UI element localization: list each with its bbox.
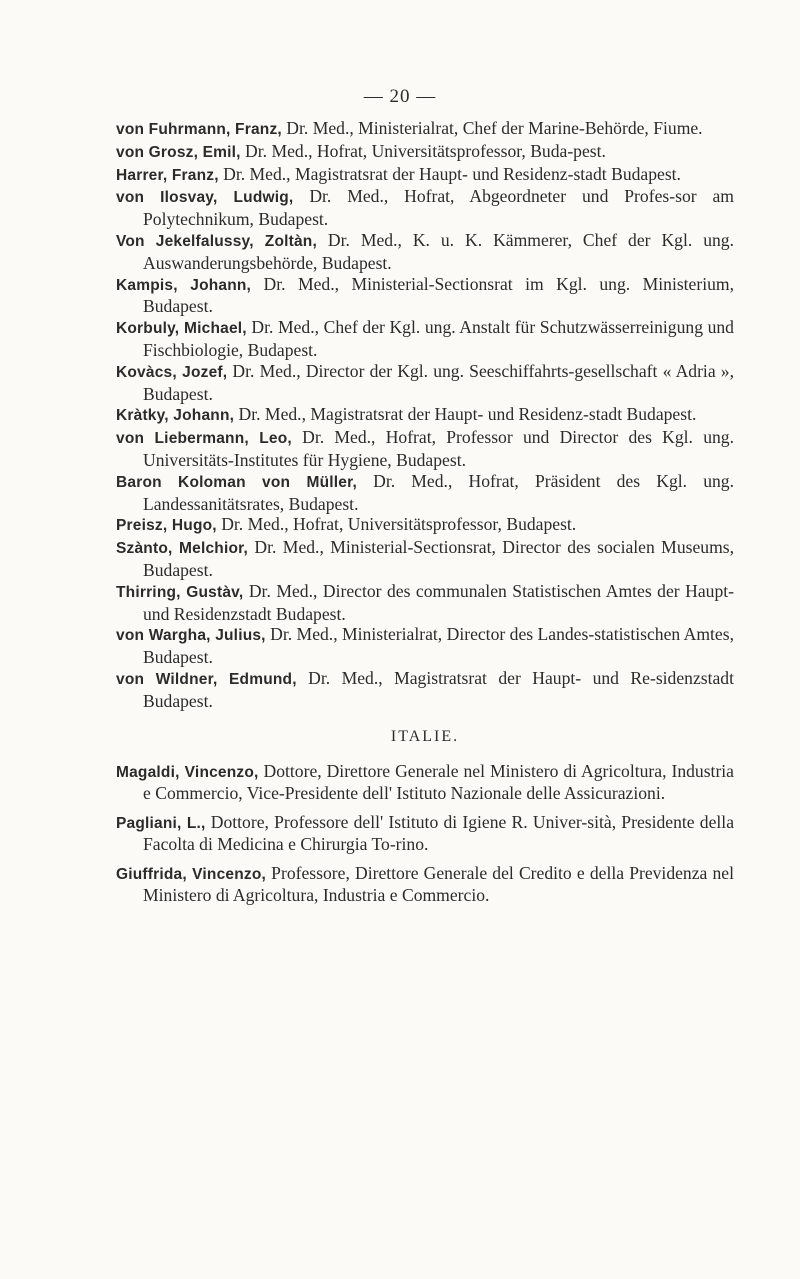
italy-section [116, 761, 734, 905]
list-entry [116, 812, 734, 854]
entry-text: Dr. Med., Hofrat, Universitätsprofessor, Buda-pest. [240, 140, 606, 161]
list-entry [116, 471, 734, 515]
entry-text: Dr. Med., Director des communalen Statistischen Amtes der Haupt- und Residenzstadt Budapest. [143, 580, 734, 624]
list-entry [116, 404, 734, 427]
entry-name: Korbuly, Michael, [116, 320, 247, 338]
entry-name: Baron Koloman von Müller, [116, 473, 357, 491]
list-entry [116, 761, 734, 803]
entry-name: Preisz, Hugo, [116, 517, 217, 535]
list-entry [116, 141, 734, 164]
entry-text: Dr. Med., Ministerial-Sectionsrat im Kgl. ung. Ministerium, Budapest. [143, 273, 734, 317]
entry-text: Dottore, Direttore Generale nel Ministero di Agricoltura, Industria e Commercio, Vice-Presidente dell' Istituto Nazionale delle Assicurazioni. [143, 760, 734, 803]
list-entry [116, 118, 734, 141]
entry-name: von Ilosvay, Ludwig, [116, 189, 294, 207]
entry-name: Harrer, Franz, [116, 166, 219, 184]
entry-name: Kovàcs, Jozef, [116, 363, 228, 381]
entry-text: Dr. Med., Magistratsrat der Haupt- und Residenz-stadt Budapest. [218, 163, 681, 184]
list-entry [116, 537, 734, 581]
entry-text: Dr. Med., Hofrat, Universitätsprofessor, Budapest. [216, 514, 577, 535]
entry-name: von Wargha, Julius, [116, 627, 266, 645]
member-list [116, 118, 734, 914]
entry-text: Dr. Med., Magistratsrat der Haupt- und Re-sidenzstadt Budapest. [143, 667, 734, 711]
entry-name: Thirring, Gustàv, [116, 583, 244, 601]
entry-text: Dr. Med., Director der Kgl. ung. Seeschiffahrts-gesellschaft « Adria », Budapest. [143, 360, 734, 404]
entry-text: Dr. Med., Magistratsrat der Haupt- und Residenz-stadt Budapest. [234, 404, 697, 425]
entry-name: von Fuhrmann, Franz, [116, 121, 282, 138]
entry-name: Von Jekelfalussy, Zoltàn, [116, 232, 317, 250]
list-entry [116, 274, 734, 318]
list-entry [116, 361, 734, 405]
entry-name: Szànto, Melchior, [116, 540, 249, 558]
page-number: — 20 — [363, 86, 437, 107]
list-entry [116, 514, 734, 537]
list-entry [116, 427, 734, 471]
entry-text: Dr. Med., Hofrat, Professor und Director des Kgl. ung. Universitäts-Institutes für Hygiene, Budapest. [143, 427, 734, 470]
entry-name: Pagliani, L., [116, 814, 206, 832]
list-entry [116, 186, 734, 230]
list-entry [116, 581, 734, 625]
entry-name: von Liebermann, Leo, [116, 430, 292, 448]
list-entry [116, 230, 734, 274]
entry-name: Giuffrida, Vincenzo, [116, 865, 267, 883]
list-entry [116, 624, 734, 668]
entry-text: Dr. Med., Ministerial-Sectionsrat, Director des socialen Museums, Budapest. [143, 537, 735, 580]
list-entry [116, 164, 734, 187]
list-entry [116, 863, 734, 905]
entry-text: Dr. Med., Hofrat, Abgeordneter und Profes-sor am Polytechnikum, Budapest. [143, 186, 734, 230]
entry-text: Dr. Med., Ministerialrat, Director des Landes-statistischen Amtes, Budapest. [143, 624, 734, 668]
section-heading: ITALIE. [390, 727, 460, 745]
entry-text: Dr. Med., Hofrat, Präsident des Kgl. ung. Landessanitätsrates, Budapest. [143, 470, 734, 514]
list-entry [116, 668, 734, 712]
entry-text: Dr. Med., K. u. K. Kämmerer, Chef der Kgl. ung. Auswanderungsbehörde, Budapest. [143, 229, 734, 273]
entry-text: Professore, Direttore Generale del Credito e della Previdenza nel Ministero di Agricoltura, Industria e Commercio. [143, 862, 734, 905]
entry-name: Magaldi, Vincenzo, [116, 763, 259, 781]
hungary-section [116, 118, 734, 712]
entry-name: von Wildner, Edmund, [116, 670, 297, 688]
entry-name: Kampis, Johann, [116, 276, 252, 294]
entry-text: Dr. Med., Ministerialrat, Chef der Marine-Behörde, Fiume. [281, 118, 703, 138]
entry-name: Kràtky, Johann, [116, 407, 235, 425]
list-entry [116, 317, 734, 361]
entry-name: von Grosz, Emil, [116, 143, 241, 161]
entry-text: Dottore, Professore dell' Istituto di Igiene R. Univer-sità, Presidente della Facolta di Medicina e Chirurgia To-rino. [143, 811, 735, 854]
entry-text: Dr. Med., Chef der Kgl. ung. Anstalt für Schutzwässerreinigung und Fischbiologie, Budapest. [143, 317, 734, 360]
